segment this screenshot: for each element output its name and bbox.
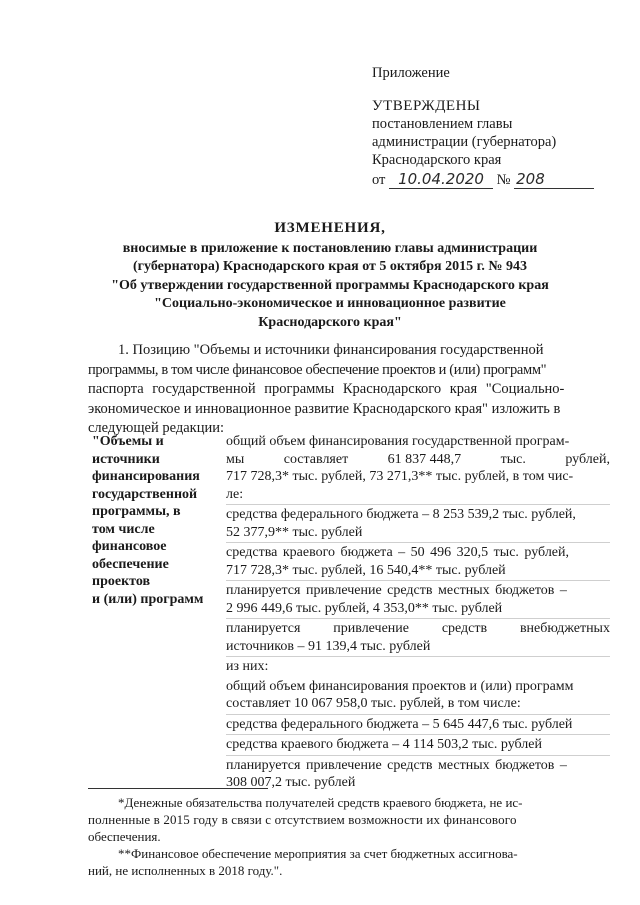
label-line: "Объемы и (92, 434, 164, 449)
document-title (30, 219, 630, 332)
value-line: 2 996 449,6 тыс. рублей, 4 353,0** тыс. рублей (226, 600, 503, 616)
approval-line: администрации (губернатора) (372, 134, 557, 150)
value-word: внебюджетных (519, 621, 610, 636)
projects-local (226, 757, 610, 793)
number-prefix: № (496, 172, 511, 188)
value-word: планируется (226, 621, 301, 636)
label-line: и (или) программ (92, 591, 204, 607)
title-line: вносимые в приложение к постановлению главы администрации (122, 240, 538, 256)
footnote-line: **Финансовое обеспечение мероприятия за счет бюджетных ассигнова- (118, 846, 518, 861)
total-funding (226, 433, 610, 505)
value-line: общий объем финансирования проектов и (или) программ (226, 678, 574, 694)
footnotes (88, 794, 612, 879)
value-line: из них: (226, 659, 269, 674)
paragraph-line: программы, в том числе финансовое обеспечение проектов и (или) программ" (88, 361, 547, 378)
handwritten-number: 208 (514, 170, 594, 189)
approval-line: Краснодарского края (372, 152, 502, 168)
projects-regional (226, 736, 610, 756)
value-line: планируется привлечение средств местных бюджетов – (226, 583, 567, 598)
label-line: государственной (92, 486, 198, 502)
paragraph-line: паспорта государственной программы Краснодарского края "Социально- (88, 381, 565, 397)
regional-budget (226, 544, 610, 581)
value-word: привлечение (333, 621, 409, 636)
paragraph-1 (88, 341, 608, 439)
value-word: 61 837 448,7 (387, 451, 462, 467)
value-line: средства федерального бюджета – 8 253 539,2 тыс. рублей, (226, 507, 576, 522)
date-prefix: от (372, 172, 386, 188)
paragraph-line: 1. Позицию "Объемы и источники финансирования государственной (118, 342, 544, 358)
projects-federal (226, 716, 610, 736)
title-line: "Социально-экономическое и инновационное развитие (154, 296, 506, 311)
value-line: средства краевого бюджета – 4 114 503,2 тыс. рублей (226, 737, 542, 752)
passport-label (92, 433, 220, 608)
extra-budgetary (226, 620, 610, 657)
title-line: Краснодарского края" (258, 314, 402, 330)
title-line: "Об утверждении государственной программы Краснодарского края (111, 277, 549, 293)
value-line: 717 728,3* тыс. рублей, 16 540,4** тыс. рублей (226, 562, 506, 578)
footnote-divider (88, 788, 268, 789)
paragraph-line: экономическое и инновационное развитие Краснодарского края" изложить в (88, 400, 561, 417)
paragraph-line: следующей редакции: (88, 420, 225, 436)
value-word: тыс. (500, 451, 526, 467)
approval-block (372, 64, 622, 189)
value-line: 308 007,2 тыс. рублей (226, 775, 356, 790)
footnote-line: *Денежные обязательства получателей средств краевого бюджета, не ис- (118, 795, 523, 810)
approval-line: постановлением главы (372, 116, 513, 132)
label-line: финансирования (92, 469, 200, 484)
value-line: составляет 10 067 958,0 тыс. рублей, в том числе: (226, 696, 521, 711)
value-word: составляет (283, 451, 349, 467)
appendix-label: Приложение (372, 65, 450, 81)
label-line: программы, в (92, 504, 181, 519)
title-line: (губернатора) Краснодарского края от 5 октября 2015 г. № 943 (133, 259, 527, 274)
value-line (226, 451, 610, 469)
projects-total (226, 678, 610, 715)
footnote-line: ний, не исполненных в 2018 году.". (88, 863, 283, 878)
approved-label: УТВЕРЖДЕНЫ (372, 98, 481, 114)
label-line: проектов (92, 574, 151, 589)
value-line: общий объем финансирования государственной програм- (226, 434, 570, 449)
date-number-line (372, 170, 622, 189)
footnote-line: полненные в 2015 году в связи с отсутствием возможности их финансового (88, 812, 517, 827)
value-word: средств (441, 621, 488, 636)
value-line: источников – 91 139,4 тыс. рублей (226, 638, 431, 654)
value-line: ле: (226, 486, 244, 502)
title-main: ИЗМЕНЕНИЯ, (274, 220, 386, 236)
value-line: 717 728,3* тыс. рублей, 73 271,3** тыс. рублей, в том чис- (226, 469, 574, 484)
value-line: средства федерального бюджета – 5 645 447,6 тыс. рублей (226, 716, 573, 732)
federal-budget (226, 506, 610, 543)
value-line (226, 620, 610, 638)
label-line: обеспечение (92, 556, 169, 572)
footnote-line: обеспечения. (88, 829, 161, 844)
value-line: 52 377,9** тыс. рублей (226, 524, 363, 540)
value-line: средства краевого бюджета – 50 496 320,5 тыс. рублей, (226, 545, 570, 560)
label-line: финансовое (92, 539, 167, 554)
label-line: том числе (92, 521, 155, 537)
label-line: источники (92, 451, 160, 467)
value-line: планируется привлечение средств местных бюджетов – (226, 757, 567, 773)
value-word: мы (226, 451, 245, 467)
local-budgets (226, 582, 610, 619)
value-word: рублей, (565, 451, 610, 467)
handwritten-date: 10.04.2020 (389, 170, 493, 189)
passport-values (226, 433, 610, 794)
of-them (226, 658, 610, 677)
